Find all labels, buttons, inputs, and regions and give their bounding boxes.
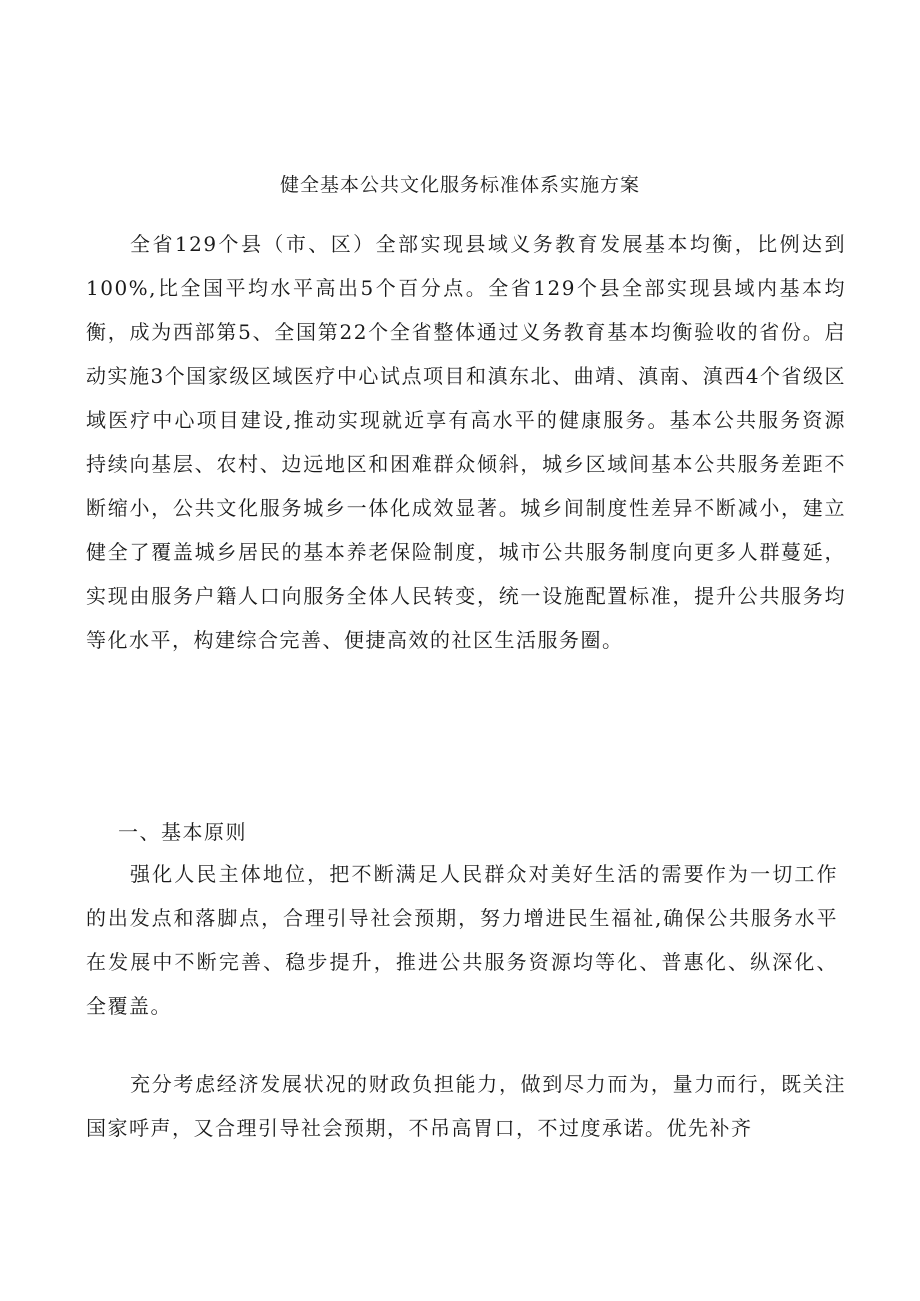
document-title: 健全基本公共文化服务标准体系实施方案 [279, 174, 640, 196]
intro-paragraph: 全省129个县（市、区）全部实现县域义务教育发展基本均衡，比例达到100%,比全国平均水平高出5个百分点。全省129个县全部实现县域内基本均衡，成为西部第5、全国第22个全省整体通过义务教育基本均衡验收的省份。启动实施3个国家级区域医疗中心试点项目和滇东北、曲靖、滇南、滇西4个省级区域医疗中心项目建设,推动实现就近享有高水平的健康服务。基本公共服务资源持续向基层、农村、边远地区和困难群众倾斜，城乡区域间基本公共服务差距不断缩小，公共文化服务城乡一体化成效显著。城乡间制度性差异不断减小，建立健全了覆盖城乡居民的基本养老保险制度，城市公共服务制度向更多人群蔓延，实现由服务户籍人口向服务全体人民转变，统一设施配置标准，提升公共服务均等化水平，构建综合完善、便捷高效的社区生活服务圈。 [86, 232, 846, 652]
section-heading-basic-principles: 一、基本原则 [118, 820, 247, 844]
principle-paragraph-2: 充分考虑经济发展状况的财政负担能力，做到尽力而为，量力而行，既关注国家呼声，又合理引导社会预期，不吊高胃口，不过度承诺。优先补齐 [86, 1072, 846, 1140]
principle-paragraph-1: 强化人民主体地位，把不断满足人民群众对美好生活的需要作为一切工作的出发点和落脚点，合理引导社会预期，努力增进民生福祉,确保公共服务水平在发展中不断完善、稳步提升，推进公共服务资源均等化、普惠化、纵深化、全覆盖。 [86, 862, 838, 1018]
